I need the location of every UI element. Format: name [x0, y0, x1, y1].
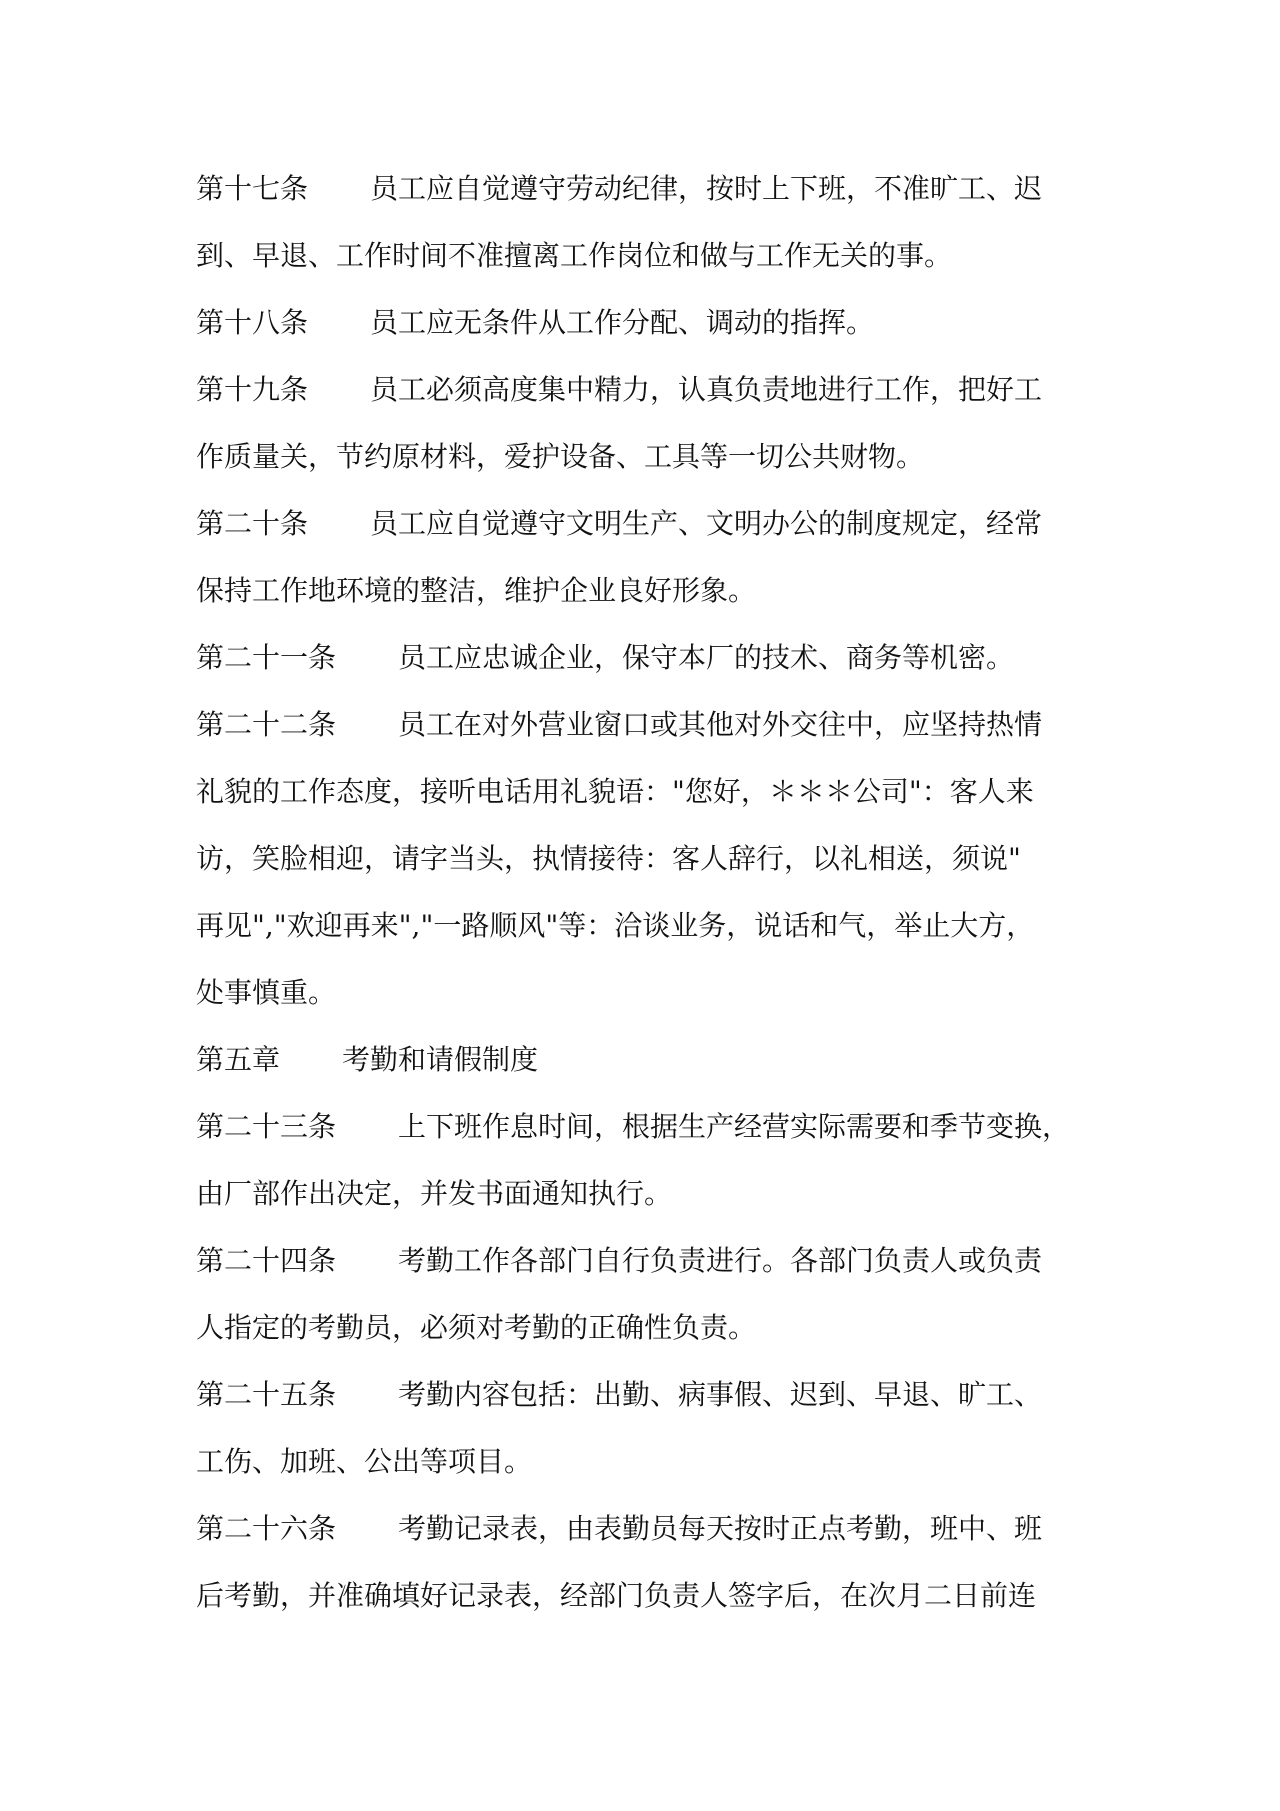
article-text: 员工应自觉遵守文明生产、文明办公的制度规定，经常	[370, 507, 1043, 540]
article-text: 考勤记录表，由表勤员每天按时正点考勤，班中、班	[398, 1512, 1043, 1545]
article-18-line-1	[196, 305, 874, 341]
article-text: 工伤、加班、公出等项目。	[196, 1445, 533, 1478]
article-22-line-1	[196, 707, 1042, 743]
article-25-line-1	[196, 1377, 1042, 1413]
article-25-line-2	[196, 1444, 532, 1480]
article-22-line-3	[196, 841, 1021, 877]
article-text: 上下班作息时间，根据生产经营实际需要和季节变换，	[398, 1110, 1071, 1143]
article-text: 人指定的考勤员，必须对考勤的正确性负责。	[196, 1311, 757, 1344]
article-24-line-2	[196, 1310, 756, 1346]
article-23-line-2	[196, 1176, 672, 1212]
article-22-line-2	[196, 774, 1034, 810]
article-24-line-1	[196, 1243, 1042, 1279]
article-text: 员工在对外营业窗口或其他对外交往中，应坚持热情	[398, 708, 1043, 741]
article-text: 考勤内容包括：出勤、病事假、迟到、早退、旷工、	[398, 1378, 1043, 1411]
article-text: 保持工作地环境的整洁，维护企业良好形象。	[196, 574, 757, 607]
article-number: 第二十五条	[196, 1378, 337, 1411]
article-17-line-1	[196, 171, 1042, 207]
article-text: 员工应忠诚企业，保守本厂的技术、商务等机密。	[398, 641, 1015, 674]
article-21-line-1	[196, 640, 1014, 676]
chapter-5-heading	[196, 1042, 538, 1078]
article-text: 再见","欢迎再来","一路顺风"等：洽谈业务，说话和气，举止大方，	[196, 909, 1035, 942]
article-text: 访，笑脸相迎，请字当头，执情接待：客人辞行，以礼相送，须说"	[196, 842, 1021, 875]
article-number: 第二十六条	[196, 1512, 337, 1545]
chapter-title: 考勤和请假制度	[342, 1043, 539, 1076]
article-22-line-4	[196, 908, 1034, 944]
article-number: 第十九条	[196, 373, 309, 406]
article-number: 第二十一条	[196, 641, 337, 674]
article-26-line-2	[196, 1578, 1036, 1614]
article-text: 作质量关，节约原材料，爱护设备、工具等一切公共财物。	[196, 440, 925, 473]
article-number: 第十八条	[196, 306, 309, 339]
article-20-line-2	[196, 573, 756, 609]
article-text: 考勤工作各部门自行负责进行。各部门负责人或负责	[398, 1244, 1043, 1277]
article-text: 后考勤，并准确填好记录表，经部门负责人签字后，在次月二日前连	[196, 1579, 1037, 1612]
article-19-line-2	[196, 439, 924, 475]
article-17-line-2	[196, 238, 952, 274]
article-20-line-1	[196, 506, 1042, 542]
article-23-line-1	[196, 1109, 1070, 1145]
article-number: 第二十四条	[196, 1244, 337, 1277]
article-text: 礼貌的工作态度，接听电话用礼貌语："您好，＊＊＊公司"：客人来	[196, 775, 1034, 808]
article-text: 员工应无条件从工作分配、调动的指挥。	[370, 306, 875, 339]
article-text: 员工必须高度集中精力，认真负责地进行工作，把好工	[370, 373, 1043, 406]
article-text: 处事慎重。	[196, 976, 337, 1009]
article-text: 由厂部作出决定，并发书面通知执行。	[196, 1177, 673, 1210]
article-text: 员工应自觉遵守劳动纪律，按时上下班，不准旷工、迟	[370, 172, 1043, 205]
article-number: 第二十三条	[196, 1110, 337, 1143]
chapter-number: 第五章	[196, 1043, 281, 1076]
article-text: 到、早退、工作时间不准擅离工作岗位和做与工作无关的事。	[196, 239, 953, 272]
article-22-line-5	[196, 975, 336, 1011]
article-number: 第二十二条	[196, 708, 337, 741]
article-number: 第二十条	[196, 507, 309, 540]
article-19-line-1	[196, 372, 1042, 408]
article-number: 第十七条	[196, 172, 309, 205]
article-26-line-1	[196, 1511, 1042, 1547]
